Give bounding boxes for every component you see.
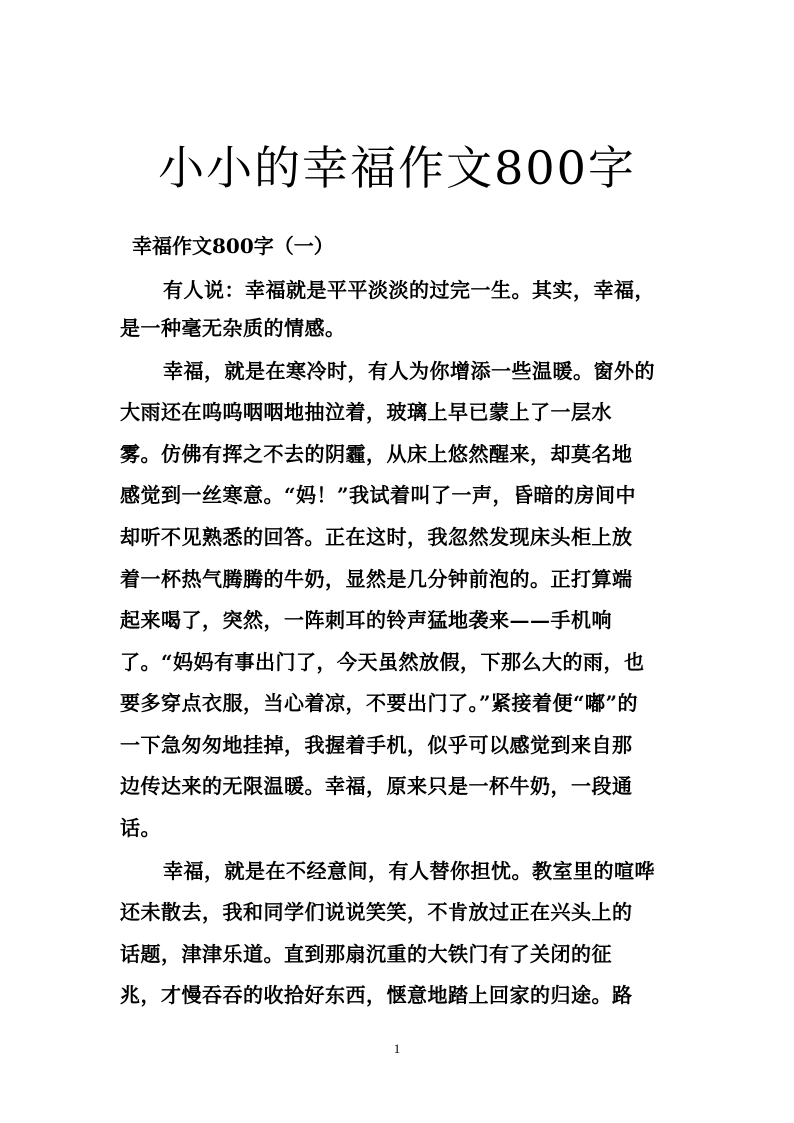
- paragraph-line: 是一种毫无杂质的情感。: [120, 316, 346, 340]
- paragraph-line: 话。: [120, 816, 161, 840]
- paragraph-line: 了。“妈妈有事出门了，今天虽然放假，下那么大的雨，也: [120, 650, 645, 674]
- paragraph-line: 要多穿点衣服，当心着凉，不要出门了。”紧接着便“嘟”的: [120, 691, 639, 715]
- paragraph-line: 大雨还在呜呜咽咽地抽泣着，玻璃上早已蒙上了一层水: [120, 400, 612, 424]
- paragraph-line: 还未散去，我和同学们说说笑笑，不肯放过正在兴头上的: [120, 900, 633, 924]
- paragraph-line: 幸福，就是在寒冷时，有人为你增添一些温暖。窗外的: [163, 359, 655, 383]
- paragraph-line: 却听不见熟悉的回答。正在这时，我忽然发现床头柜上放: [120, 525, 633, 549]
- paragraph-line: 话题，津津乐道。直到那扇沉重的大铁门有了关闭的征: [120, 942, 612, 966]
- paragraph-line: 雾。仿佛有挥之不去的阴霾，从床上悠然醒来，却莫名地: [120, 442, 633, 466]
- page-number: 1: [393, 1041, 401, 1056]
- paragraph-line: 有人说：幸福就是平平淡淡的过完一生。其实，幸福，: [163, 278, 655, 302]
- section-heading: 幸福作文800字（一）: [132, 234, 334, 258]
- paragraph-line: 边传达来的无限温暖。幸福，原来只是一杯牛奶，一段通: [120, 774, 633, 798]
- paragraph-line: 一下急匆匆地挂掉，我握着手机，似乎可以感觉到来自那: [120, 733, 633, 757]
- paragraph-line: 幸福，就是在不经意间，有人替你担忧。教室里的喧哗: [163, 859, 655, 883]
- paragraph-line: 兆，才慢吞吞的收拾好东西，惬意地踏上回家的归途。路: [120, 983, 633, 1007]
- document-title: 小小的幸福作文800字: [158, 141, 636, 195]
- paragraph-line: 感觉到一丝寒意。“妈！”我试着叫了一声，昏暗的房间中: [120, 483, 637, 507]
- paragraph-line: 着一杯热气腾腾的牛奶，显然是几分钟前泡的。正打算端: [120, 567, 633, 591]
- paragraph-line: 起来喝了，突然，一阵刺耳的铃声猛地袭来——手机响: [120, 608, 612, 632]
